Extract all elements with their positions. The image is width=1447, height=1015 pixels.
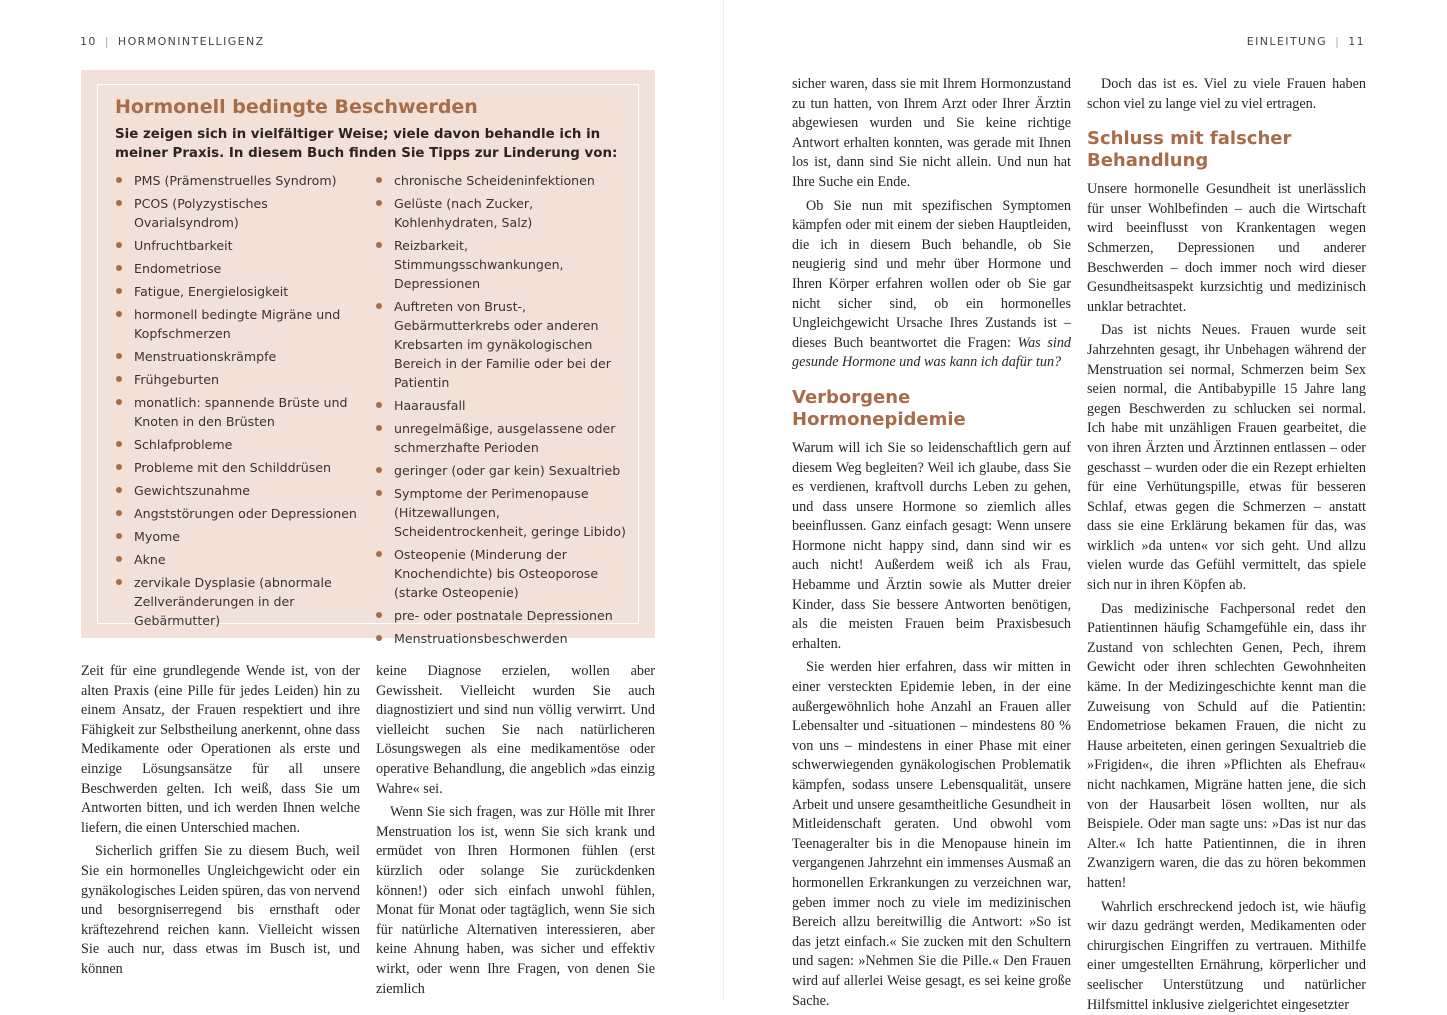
header-separator: |	[104, 35, 110, 48]
paragraph: keine Diagnose erzielen, wollen aber Gewissheit. Vielleicht wurden Sie auch diagnostiziert und sind nun völlig verwirrt. Und vielleicht suchen Sie nach natürlicheren Lösungswegen als eine medikamentöse oder operative Behandlung, die angeblich »das einzig Wahre« sei.	[376, 663, 655, 797]
list-item	[376, 629, 626, 648]
bullet-icon	[376, 303, 382, 309]
paragraph: Warum will ich Sie so leidenschaftlich gern auf diesem Weg begleiten? Weil ich glaube, dass Sie es verdienen, kraftvoll durchs Leben zu gehen, und dass unsere Hormone so ziemlich alles beeinflussen. Ganz einfach gesagt: Wenn unsere Hormone nicht happy sind, dann sind wir es auch nicht! Außerdem weiß ich als Frau, Hebamme und Ärztin sowie als Mutter dreier Kinder, dass Sie bessere Antworten benötigen, als die meisten Frauen beim Praxisbesuch erhalten.	[792, 439, 1071, 652]
list-item	[116, 236, 366, 255]
list-item-text: Menstruationsbeschwerden	[394, 631, 568, 646]
list-item	[376, 461, 626, 480]
list-item	[116, 194, 366, 232]
bullet-icon	[116, 265, 122, 271]
list-item	[116, 550, 366, 569]
list-item	[116, 527, 366, 546]
list-item-text: hormonell bedingte Migräne und Kopfschmerzen	[134, 307, 341, 341]
page-number-right: 11	[1348, 35, 1365, 48]
list-item	[376, 606, 626, 625]
bullet-icon	[116, 200, 122, 206]
list-item	[116, 305, 366, 343]
list-item	[376, 194, 626, 232]
paragraph: Wenn Sie sich fragen, was zur Hölle mit Ihrer Menstruation los ist, wenn Sie sich krank und ermüdet von Ihren Hormonen fühlen (erst kürzlich oder solange Sie zurückdenken können!) oder sich einfach unwohl fühlen, Monat für Monat oder tagtäglich, wenn Sie sich für natürliche Alternativen interessieren, aber keine Ahnung haben, was sicher und effektiv wirkt, oder wenn Ihre Fragen, von denen Sie ziemlich	[376, 804, 655, 997]
bullet-icon	[376, 612, 382, 618]
list-item	[376, 545, 626, 602]
list-item-text: Gelüste (nach Zucker, Kohlenhydraten, Salz)	[394, 196, 534, 230]
bullet-icon	[116, 533, 122, 539]
list-item-text: PCOS (Polyzystisches Ovarialsyndrom)	[134, 196, 268, 230]
list-item-text: Symptome der Perimenopause (Hitzewallungen, Scheidentrockenheit, geringe Libido)	[394, 486, 626, 539]
bullet-icon	[116, 510, 122, 516]
list-item-text: Haarausfall	[394, 398, 466, 413]
list-item-text: chronische Scheideninfektionen	[394, 173, 595, 188]
list-item	[116, 393, 366, 431]
bullet-icon	[376, 425, 382, 431]
list-item-text: Menstruationskrämpfe	[134, 349, 277, 364]
list-item	[116, 573, 366, 630]
list-item	[376, 236, 626, 293]
list-item-text: zervikale Dysplasie (abnormale Zellveränderungen in der Gebärmutter)	[134, 575, 332, 628]
section-heading: Verborgene Hormonepidemie	[792, 386, 966, 430]
list-item-text: Angststörungen oder Depressionen	[134, 506, 357, 521]
list-item	[116, 458, 366, 477]
list-item-text: Frühgeburten	[134, 372, 220, 387]
list-item-text: Myome	[134, 529, 181, 544]
bullet-icon	[116, 177, 122, 183]
bullet-icon	[376, 551, 382, 557]
left-page-column-1	[81, 662, 360, 980]
bullet-icon	[116, 579, 122, 585]
list-item-text: Auftreten von Brust-, Gebärmutterkrebs oder anderen Krebsarten im gynäkologischen Bereich in der Familie oder bei der Patientin	[394, 299, 611, 390]
bullet-icon	[116, 353, 122, 359]
bullet-icon	[376, 242, 382, 248]
bullet-icon	[116, 441, 122, 447]
section-heading: Schluss mit falscher Behandlung	[1087, 128, 1292, 172]
list-item	[116, 282, 366, 301]
paragraph: Sie werden hier erfahren, dass wir mitten in einer versteckten Epidemie leben, in der eine außergewöhnlich hohe Anzahl an Frauen aller Lebensalter und -situationen – mindestens 80 % von uns – mindestens in einer Phase mit einer schwerwiegenden gynäkologischen Problematik kämpfen, sodass unsere Lebensqualität, unsere Arbeit und unsere gesamtheitliche Gesundheit in Mitleidenschaft geraten. Und obwohl vom Teenageralter bis in die Menopause hinein im vergangenen Jahrzehnt ein immenses Ausmaß an hormonellen Erkrankungen zu verzeichnen war, geben immer noch zu viele im medizinischen Bereich allzu bereitwillig die Antwort: »So ist das jetzt einfach.« Sie zucken mit den Schultern und sagen: »Nehmen Sie die Pille.« Den Frauen wird auf allerlei Weise gesagt, es sei keine große Sache.	[792, 659, 1071, 1009]
bullet-icon	[376, 200, 382, 206]
info-box-title: Hormonell bedingte Beschwerden	[115, 96, 478, 118]
list-item-text: PMS (Prämenstruelles Syndrom)	[134, 173, 337, 188]
list-item	[376, 484, 626, 541]
list-item-text: Probleme mit den Schilddrüsen	[134, 460, 332, 475]
list-item	[116, 347, 366, 366]
list-item-text: Fatigue, Energielosigkeit	[134, 284, 289, 299]
page-gutter	[723, 0, 724, 1000]
running-header-left	[80, 35, 265, 48]
list-item	[116, 435, 366, 454]
list-item-text: Gewichtszunahme	[134, 483, 251, 498]
list-item-text: Endometriose	[134, 261, 222, 276]
info-box-intro: Sie zeigen sich in vielfältiger Weise; viele davon behandle ich in meiner Praxis. In diesem Buch finden Sie Tipps zur Linderung von:	[115, 127, 618, 161]
bullet-icon	[116, 376, 122, 382]
paragraph: Das medizinische Fachpersonal redet den Patientinnen häufig Schamgefühle ein, dass ihr Zustand von schlechten Genen, Pech, ihrem Gewicht oder ihren schlechten Gewohnheiten käme. In der Medizingeschichte kennt man die Zuweisung von Schuld auf die Patientin: Endometriose bekamen Frauen, die nicht zu Hause arbeiteten, einen geringen Sexualtrieb die »Frigiden«, die ihren »Pflichten als Ehefrau« nicht nachkamen, Migräne hatten jene, die sich von der Hausarbeit lösen wollten, nur als Beispiele. Oder man sagte uns: »Das ist nur das Alter.« Ich hatte Patientinnen, die in ihren Zwanzigern waren, die das zu hören bekommen hatten!	[1087, 600, 1366, 891]
header-separator: |	[1335, 35, 1341, 48]
right-page-column-2	[1087, 75, 1366, 1015]
complaints-list-right	[376, 171, 626, 652]
list-item	[116, 171, 366, 190]
bullet-icon	[376, 467, 382, 473]
bullet-icon	[116, 556, 122, 562]
list-item-text: Akne	[134, 552, 166, 567]
list-item	[116, 370, 366, 389]
list-item	[116, 504, 366, 523]
list-item-text: Schlafprobleme	[134, 437, 233, 452]
list-item-text: unregelmäßige, ausgelassene oder schmerzhafte Perioden	[394, 421, 616, 455]
paragraph-text: Ob Sie nun mit spezifischen Symptomen kämpfen oder mit einem der sieben Hauptleiden, die ich in diesem Buch behandle, ob Sie neugierig sind und mehr über Hormone und Ihren Körper erfahren wollen oder ob Sie gar nicht sicher sind, ob ein hormonelles Ungleichgewicht Ursache Ihres Zustands ist – dieses Buch beantwortet die Fragen:	[792, 197, 1071, 351]
paragraph	[792, 197, 1071, 373]
left-page-column-2	[376, 662, 655, 999]
emphasized-question: Was sind gesunde Hormone und was kann ich dafür tun?	[792, 334, 1072, 371]
paragraph: Unsere hormonelle Gesundheit ist unerlässlich für unser Wohlbefinden – auch die Wirtschaft wird beeinflusst von Krankentagen wegen Schmerzen, Depressionen und anderer Beschwerden – doch immer noch wird dieser Gesundheitsaspekt kurzsichtig und medizinisch unklar betrachtet.	[1087, 181, 1366, 315]
list-item-text: Reizbarkeit, Stimmungsschwankungen, Depressionen	[394, 238, 564, 291]
page-number-left: 10	[80, 35, 97, 48]
paragraph: Sicherlich griffen Sie zu diesem Buch, weil Sie ein hormonelles Ungleichgewicht oder ein gynäkologisches Leiden spüren, das von nervend und besorgniserregend bis ernsthaft oder kräftezehrend reichen kann. Vielleicht wissen Sie auch nur, dass etwas im Busch ist, und können	[81, 843, 360, 977]
list-item	[376, 419, 626, 457]
list-item	[376, 297, 626, 392]
bullet-icon	[376, 635, 382, 641]
list-item-text: pre- oder postnatale Depressionen	[394, 608, 613, 623]
paragraph: Wahrlich erschreckend jedoch ist, wie häufig wir dazu gedrängt werden, Medikamenten oder chirurgischen Eingriffen zu vertrauen. Mithilfe einer umgestellten Ernährung, körperlicher und seelischer Unterstützung und natürlicher Hilfsmittel inklusive zielgerichtet eingesetzter	[1087, 898, 1366, 1013]
bullet-icon	[376, 490, 382, 496]
list-item-text: Osteopenie (Minderung der Knochendichte) bis Osteoporose (starke Osteopenie)	[394, 547, 599, 600]
paragraph: sicher waren, dass sie mit Ihrem Hormonzustand zu tun hatten, von Ihrem Arzt oder Ihrer Ärztin abgewiesen wurden und Sie keine richtige Antwort erhalten konnten, was gerade mit Ihnen los ist, dann sind Sie nicht allein. Und nun hat Ihre Suche ein Ende.	[792, 76, 1071, 190]
bullet-icon	[116, 288, 122, 294]
running-title-left: HORMONINTELLIGENZ	[117, 35, 265, 48]
list-item	[376, 171, 626, 190]
list-item-text: monatlich: spannende Brüste und Knoten in den Brüsten	[134, 395, 348, 429]
list-item-text: Unfruchtbarkeit	[134, 238, 233, 253]
list-item	[116, 481, 366, 500]
list-item	[376, 396, 626, 415]
bullet-icon	[376, 177, 382, 183]
bullet-icon	[116, 311, 122, 317]
list-item	[116, 259, 366, 278]
running-header-right	[1247, 35, 1365, 48]
paragraph: Doch das ist es. Viel zu viele Frauen haben schon viel zu lange viel zu viel ertragen.	[1087, 76, 1366, 112]
bullet-icon	[376, 402, 382, 408]
list-item-text: geringer (oder gar kein) Sexualtrieb	[394, 463, 621, 478]
bullet-icon	[116, 487, 122, 493]
right-page-column-1	[792, 75, 1071, 1011]
bullet-icon	[116, 464, 122, 470]
bullet-icon	[116, 399, 122, 405]
running-title-right: EINLEITUNG	[1246, 35, 1328, 48]
paragraph: Zeit für eine grundlegende Wende ist, von der alten Praxis (eine Pille für jedes Leiden) hin zu einem Ansatz, der Frauen respektiert und ihre Fähigkeit zur Selbstheilung anerkennt, ohne dass Medikamente oder Operationen als erste und einzige Lösungsansätze für all unsere Beschwerden gelten. Ich weiß, dass Sie um Antworten bitten, und ich werden Ihnen welche liefern, die einen Unterschied machen.	[81, 663, 360, 836]
paragraph: Das ist nichts Neues. Frauen wurde seit Jahrzehnten gesagt, ihr Unbehagen während der Menstruation sei normal, Schmerzen beim Sex seien normal, die Antibabypille 15 Jahre lang gegen Beschwerden zu schlucken sei normal. Ich habe mit unzähligen Frauen gearbeitet, die von ihren Ärzten und Ärztinnen entlassen – oder geschasst – wurden oder die ein Rezept erhielten für eine Verhütungspille, etwas für besseren Schlaf, etwas gegen die Schmerzen – anstatt dass sie eine Erklärung bekamen für das, was wirklich »da unten« vor sich geht. Und allzu vielen wurde das Gefühl vermittelt, das spiele sich nur in ihren Köpfen ab.	[1087, 322, 1366, 594]
complaints-list-left	[116, 171, 366, 634]
bullet-icon	[116, 242, 122, 248]
